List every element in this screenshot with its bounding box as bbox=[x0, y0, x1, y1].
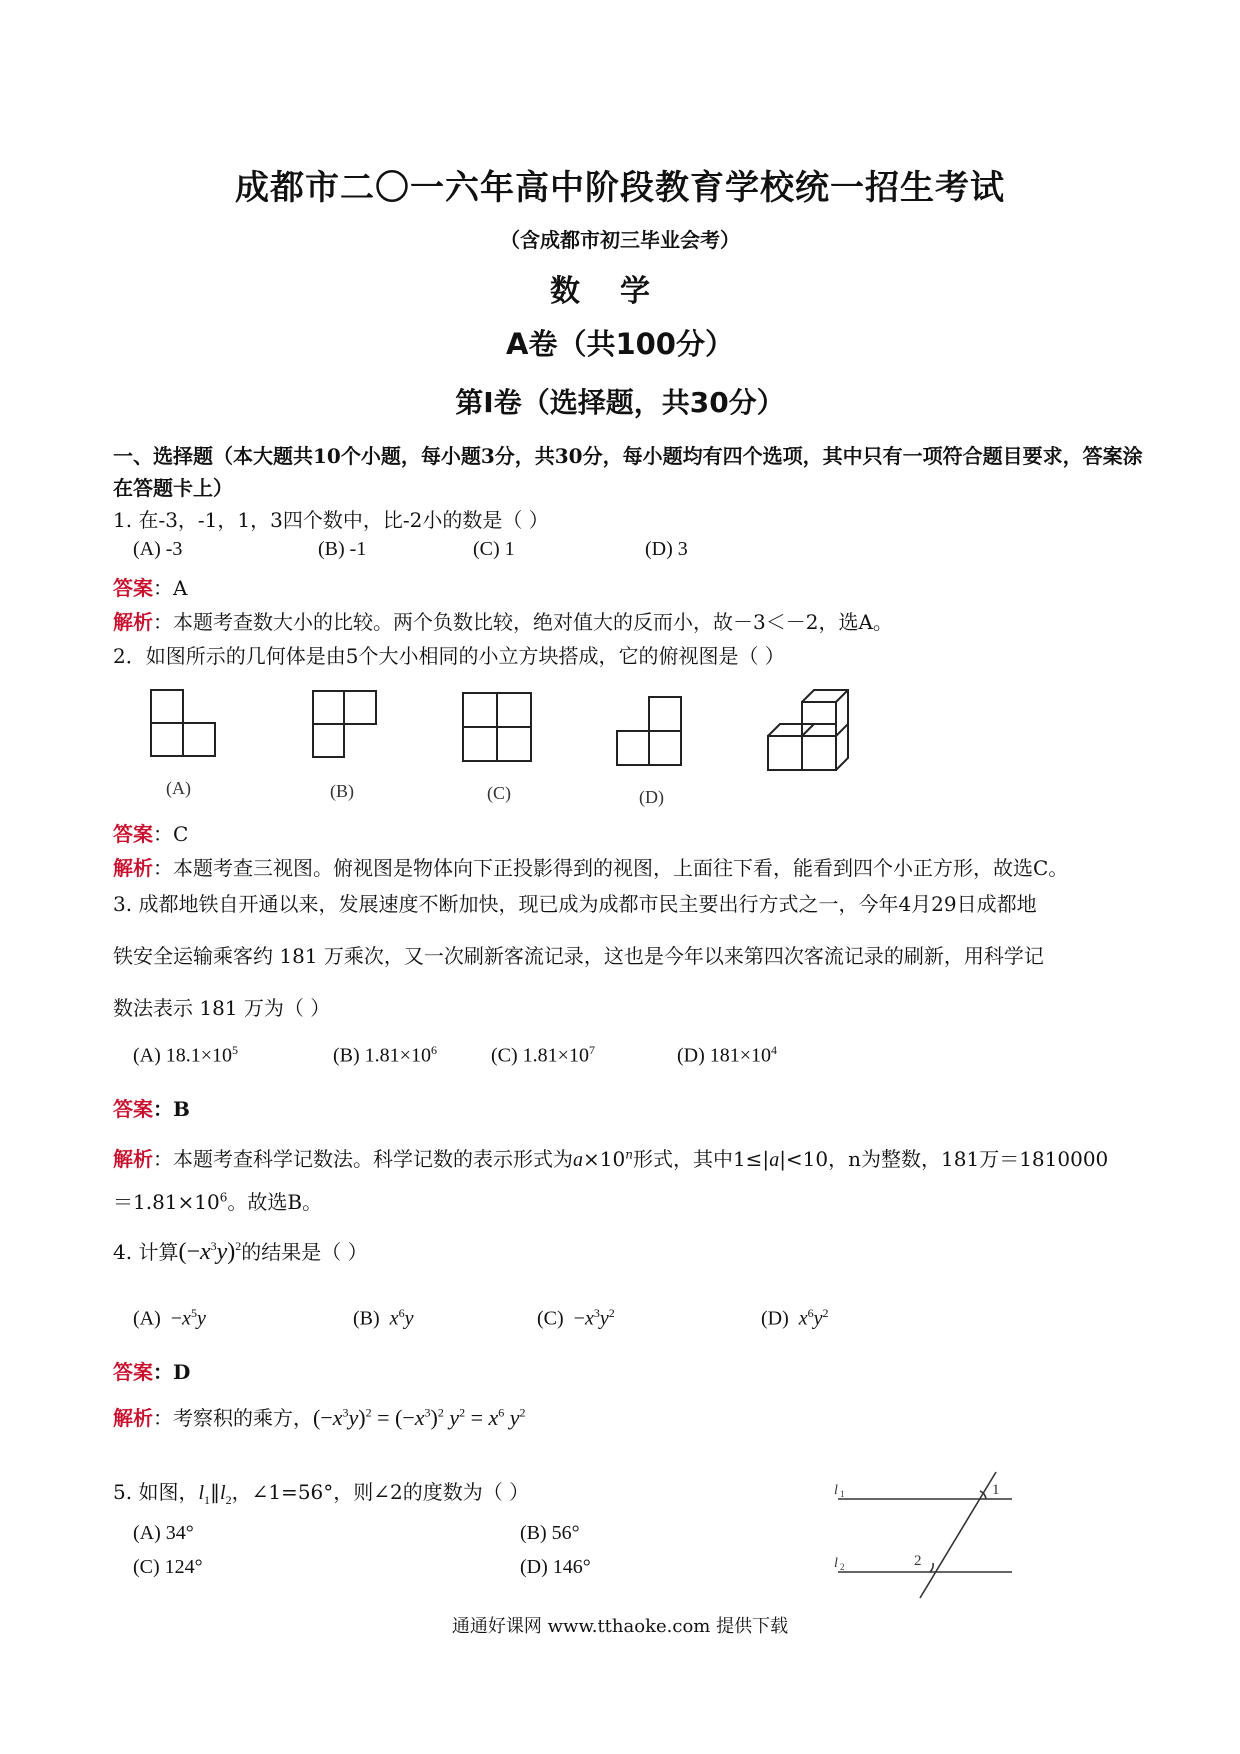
q4-option-b: (B) $x^6y$ bbox=[353, 1306, 414, 1330]
q3-answer: 答案：B bbox=[113, 1097, 190, 1121]
q3-stem-line2: 铁安全运输乘客约 181 万乘次，又一次刷新客流记录，这也是今年以来第四次客流记录的刷新，用科学记 bbox=[113, 944, 1044, 968]
q4-option-a: $(A) -x^5y$ bbox=[133, 1306, 206, 1330]
part-heading: 第Ⅰ卷（选择题，共30分） bbox=[455, 386, 785, 419]
q5-label-angle1: 1 bbox=[992, 1482, 1000, 1498]
q2-figure-d bbox=[617, 697, 681, 765]
q5-option-c: (C) 124° bbox=[133, 1556, 203, 1578]
q3-stem-line3: 数法表示 181 万为（ ） bbox=[113, 996, 331, 1020]
q5-option-a: (A) 34° bbox=[133, 1522, 194, 1544]
q3-option-b: (B) $1.81\times 10^6$ bbox=[333, 1043, 437, 1067]
q2-figure-c bbox=[463, 693, 531, 761]
q2-label-a: (A) bbox=[166, 778, 191, 798]
q2-answer: 答案：C bbox=[113, 822, 189, 846]
svg-text:1: 1 bbox=[840, 1489, 845, 1499]
q5-figure bbox=[820, 1460, 1020, 1600]
q1-stem: 1. 在-3，-1，1，3四个数中，比-2小的数是（ ） bbox=[113, 508, 549, 532]
q2-label-d: (D) bbox=[639, 787, 664, 807]
svg-text:2: 2 bbox=[840, 1562, 845, 1572]
q1-analysis: 解析：本题考查数大小的比较。两个负数比较，绝对值大的反而小，故－3＜－2，选A。 bbox=[113, 610, 893, 634]
q3-stem-line1: 3. 成都地铁自开通以来，发展速度不断加快，现已成为成都市民主要出行方式之一，今年4月29日成都地 bbox=[113, 892, 1037, 916]
q2-label-b: (B) bbox=[330, 781, 354, 801]
q1-option-c: (C) 1 bbox=[473, 538, 515, 560]
q4-answer: 答案：D bbox=[113, 1360, 191, 1384]
q2-label-c: (C) bbox=[487, 783, 511, 803]
volume-heading: A卷（共100分） bbox=[506, 327, 734, 361]
q1-option-b: (B) -1 bbox=[318, 538, 367, 560]
q2-figure-a bbox=[151, 690, 215, 756]
q5-angle2-arc bbox=[930, 1563, 933, 1572]
q5-option-d: (D) 146° bbox=[520, 1556, 591, 1578]
q4-option-d: (D) $x^6y^2$ bbox=[761, 1306, 829, 1330]
q4-stem: 4. 计算$(-x^3y)^2$的结果是（ ） bbox=[113, 1239, 368, 1265]
q4-analysis: 解析：考察积的乘方，$(-x^3y)^2 = (-x^3)^2$ $y^2 = x^6$ $y^2$ bbox=[113, 1405, 526, 1430]
q3-option-d: (D) $181\times 10^4$ bbox=[677, 1043, 778, 1067]
q5-option-b: (B) 56° bbox=[520, 1522, 580, 1544]
q4-option-c: $(C) -x^3y^2$ bbox=[537, 1306, 615, 1330]
q5-label-angle2: 2 bbox=[914, 1553, 922, 1569]
q1-option-a: (A) -3 bbox=[133, 538, 183, 560]
q5-label-l2: l bbox=[834, 1556, 838, 1571]
q2-stem: 2．如图所示的几何体是由5个大小相同的小立方块搭成，它的俯视图是（ ） bbox=[113, 644, 785, 668]
q1-answer: 答案：A bbox=[113, 576, 188, 600]
exam-title: 成都市二〇一六年高中阶段教育学校统一招生考试 bbox=[235, 168, 1005, 208]
q5-label-l1: l bbox=[834, 1483, 838, 1498]
q1-option-d: (D) 3 bbox=[645, 538, 688, 560]
q3-option-a: (A) $18.1\times 10^5$ bbox=[133, 1043, 239, 1067]
q2-analysis: 解析：本题考查三视图。俯视图是物体向下正投影得到的视图，上面往下看，能看到四个小正方形，故选C。 bbox=[113, 856, 1069, 880]
q2-figure-b bbox=[313, 691, 376, 757]
q5-stem: 5. 如图，$l_1\parallel l_2$，∠1=56°，则∠2的度数为（ ） bbox=[113, 1480, 530, 1507]
q2-solid-figure bbox=[768, 690, 848, 770]
q3-analysis-line2: $=1.81\times 10^6$。故选B。 bbox=[113, 1190, 323, 1214]
subject-heading: 数学 bbox=[550, 274, 690, 309]
section-heading: 一、选择题（本大题共10个小题，每小题3分，共30分，每小题均有四个选项，其中只有一项符合题目要求，答案涂在答题卡上） bbox=[113, 444, 1143, 500]
q5-transversal bbox=[920, 1472, 996, 1598]
exam-subtitle: （含成都市初三毕业会考） bbox=[500, 228, 740, 252]
q3-analysis: 解析：本题考查科学记数法。科学记数的表示形式为$a\times 10^n$形式，其中1≤|a|<10，n为整数，181万＝1810000 bbox=[113, 1147, 1109, 1171]
page-footer: 通通好课网 www.tthaoke.com 提供下载 bbox=[451, 1616, 789, 1637]
q3-option-c: (C) $1.81\times 10^7$ bbox=[491, 1043, 595, 1067]
